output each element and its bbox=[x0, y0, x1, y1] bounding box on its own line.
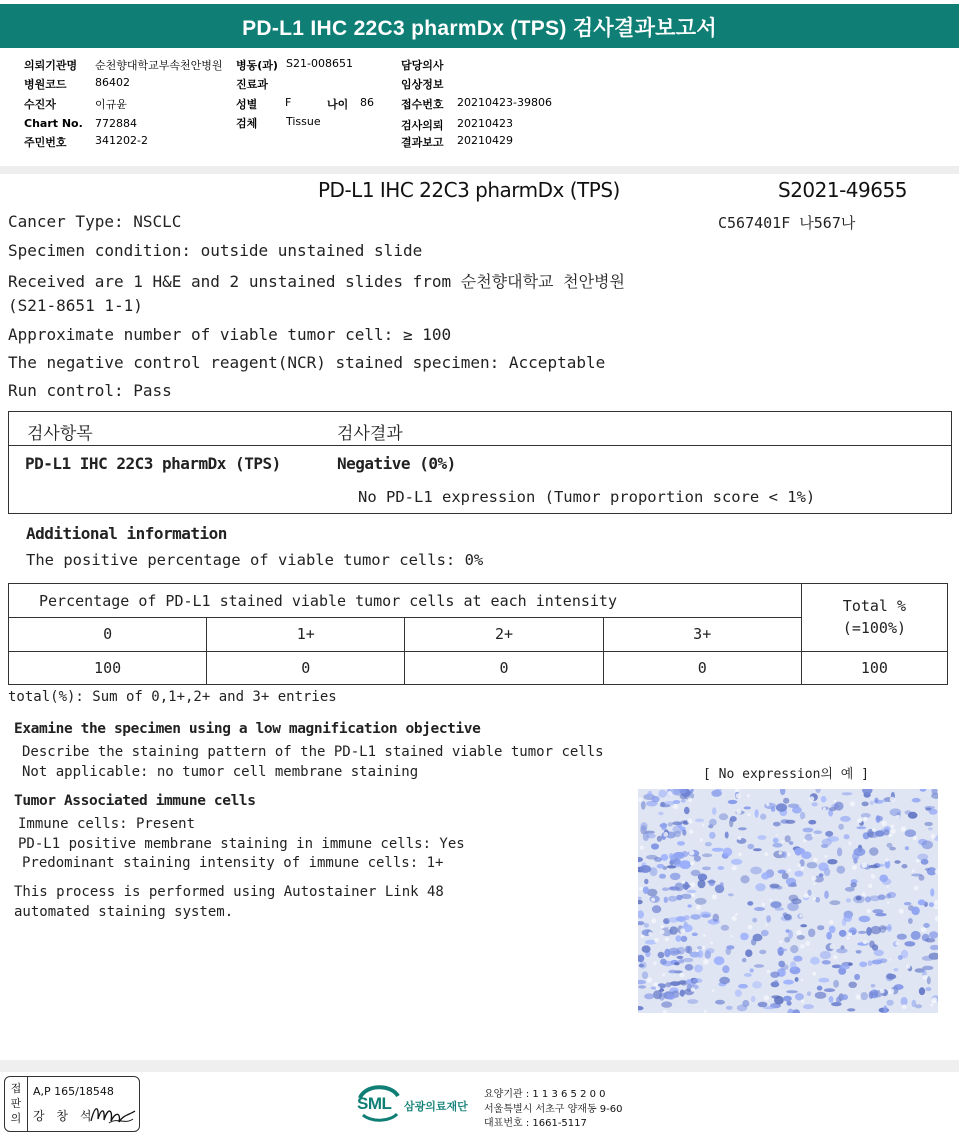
label-chart-no: Chart No. bbox=[24, 117, 83, 130]
specimen-condition: Specimen condition: outside unstained slide bbox=[8, 241, 423, 260]
value-request-date: 20210423 bbox=[457, 117, 513, 130]
label-accession: 접수번호 bbox=[401, 98, 444, 111]
examine-line2: Not applicable: no tumor cell membrane staining bbox=[22, 764, 419, 780]
result-detail: No PD-L1 expression (Tumor proportion score < 1%) bbox=[358, 488, 816, 506]
value-patient: 이규윤 bbox=[95, 98, 127, 111]
footer-address: 서울특별시 서초구 양재동 9-60 bbox=[484, 1104, 623, 1115]
label-hospital-code: 병원코드 bbox=[24, 78, 67, 91]
intensity-value-0: 100 bbox=[9, 651, 207, 684]
total-header bbox=[801, 584, 947, 652]
footer-phone: 대표번호 : 1661-5117 bbox=[484, 1118, 587, 1129]
intensity-table-header: Percentage of PD-L1 stained viable tumor cells at each intensity bbox=[9, 584, 802, 618]
intensity-label-0: 0 bbox=[9, 618, 207, 651]
value-resident-no: 341202-2 bbox=[95, 134, 148, 147]
slide-reference: (S21-8651 1-1) bbox=[8, 296, 143, 315]
examine-line1: Describe the staining pattern of the PD-L1 stained viable tumor cells bbox=[22, 744, 604, 760]
result-value: Negative (0%) bbox=[337, 454, 456, 473]
additional-text: The positive percentage of viable tumor cells: 0% bbox=[26, 551, 484, 569]
label-clinical-info: 임상정보 bbox=[401, 78, 444, 91]
intensity-label-1: 1+ bbox=[207, 618, 405, 651]
value-institution: 순천향대학교부속천안병원 bbox=[95, 59, 223, 72]
signature-icon bbox=[89, 1101, 139, 1127]
immune-line1: Immune cells: Present bbox=[18, 816, 196, 832]
specimen-codes: C567401F 나567나 bbox=[718, 214, 856, 232]
label-doctor: 담당의사 bbox=[401, 59, 444, 72]
table-note: total(%): Sum of 0,1+,2+ and 3+ entries bbox=[8, 689, 337, 705]
immune-heading: Tumor Associated immune cells bbox=[14, 793, 256, 809]
footer-divider bbox=[0, 1060, 959, 1072]
run-control: Run control: Pass bbox=[8, 381, 172, 400]
report-title: PD-L1 IHC 22C3 pharmDx (TPS) 검사결과보고서 bbox=[0, 4, 959, 48]
stamp-pathologist-name: 강 창 석 bbox=[33, 1109, 96, 1123]
label-resident-no: 주민번호 bbox=[24, 136, 67, 149]
immune-line3: Predominant staining intensity of immune cells: 1+ bbox=[22, 855, 444, 871]
intensity-table bbox=[8, 583, 948, 685]
value-specimen: Tissue bbox=[286, 115, 321, 128]
total-header-line2: (=100%) bbox=[842, 619, 907, 638]
label-report-date: 결과보고 bbox=[401, 136, 444, 149]
pathologist-stamp bbox=[4, 1076, 140, 1132]
intensity-label-3: 3+ bbox=[603, 618, 801, 651]
ncr-status: The negative control reagent(NCR) stained specimen: Acceptable bbox=[8, 353, 606, 372]
result-col2-header: 검사결과 bbox=[337, 424, 403, 444]
intensity-value-1: 0 bbox=[207, 651, 405, 684]
viable-tumor-cells: Approximate number of viable tumor cell: ≥ 100 bbox=[8, 325, 452, 344]
label-institution: 의뢰기관명 bbox=[24, 59, 78, 72]
value-ward: S21-008651 bbox=[286, 57, 353, 70]
process-line2: automated staining system. bbox=[14, 904, 234, 920]
result-col1-header: 검사항목 bbox=[27, 424, 93, 444]
received-slides: Received are 1 H&E and 2 unstained slides from 순천향대학교 천안병원 bbox=[8, 272, 625, 291]
label-sex: 성별 bbox=[236, 98, 258, 111]
immune-line2: PD-L1 positive membrane staining in immune cells: Yes bbox=[18, 836, 465, 852]
sml-logo bbox=[355, 1082, 403, 1128]
footer-facility-code: 요양기관 : 1 1 3 6 5 2 0 0 bbox=[484, 1089, 606, 1100]
image-caption: [ No expression의 예 ] bbox=[703, 767, 869, 782]
additional-heading: Additional information bbox=[26, 524, 227, 543]
value-chart-no: 772884 bbox=[95, 117, 137, 130]
intensity-label-2: 2+ bbox=[405, 618, 603, 651]
label-request-date: 검사의뢰 bbox=[401, 119, 444, 132]
value-report-date: 20210429 bbox=[457, 134, 513, 147]
report-id: S2021-49655 bbox=[778, 178, 907, 202]
sml-logo-text: SML bbox=[357, 1094, 392, 1113]
microscopy-example-image bbox=[638, 789, 938, 1013]
intensity-total: 100 bbox=[801, 651, 947, 684]
cancer-type: Cancer Type: NSCLC bbox=[8, 212, 182, 231]
org-name: 삼광의료재단 bbox=[404, 1100, 468, 1113]
test-name: PD-L1 IHC 22C3 pharmDx (TPS) bbox=[318, 178, 620, 202]
header-divider bbox=[0, 166, 959, 174]
value-sex: F bbox=[285, 96, 292, 109]
stamp-vertical-label: 접 판 의 bbox=[10, 1082, 22, 1125]
label-age: 나이 bbox=[327, 98, 349, 111]
result-box bbox=[8, 411, 952, 514]
value-hospital-code: 86402 bbox=[95, 76, 130, 89]
stamp-ap-number: A,P 165/18548 bbox=[33, 1085, 114, 1098]
label-patient: 수진자 bbox=[24, 98, 56, 111]
intensity-value-2: 0 bbox=[405, 651, 603, 684]
total-header-line1: Total % bbox=[842, 597, 907, 616]
value-accession: 20210423-39806 bbox=[457, 96, 552, 109]
value-age: 86 bbox=[360, 96, 374, 109]
examine-heading: Examine the specimen using a low magnification objective bbox=[14, 721, 481, 737]
label-department: 진료과 bbox=[236, 78, 268, 91]
label-specimen: 검체 bbox=[236, 117, 258, 130]
process-line1: This process is performed using Autostainer Link 48 bbox=[14, 884, 444, 900]
result-test-item: PD-L1 IHC 22C3 pharmDx (TPS) bbox=[25, 454, 281, 473]
label-ward: 병동(과) bbox=[236, 59, 278, 72]
intensity-value-3: 0 bbox=[603, 651, 801, 684]
